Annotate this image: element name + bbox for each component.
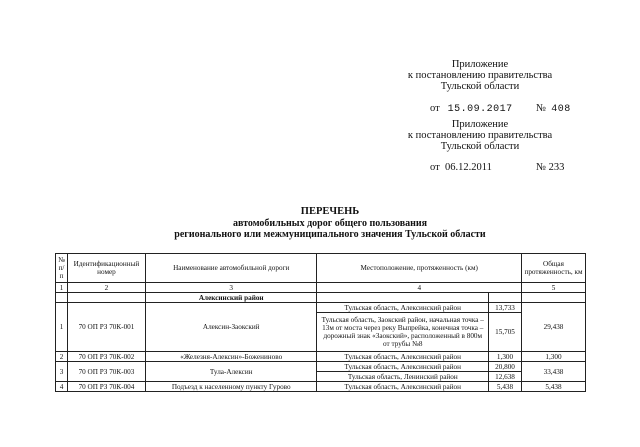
document-title xyxy=(160,206,500,241)
table-row xyxy=(56,352,586,362)
appendix-header-new xyxy=(400,59,560,92)
appendix-line: к постановлению правительства xyxy=(407,70,553,81)
row-road-name: Алексин-Заокский xyxy=(145,303,317,352)
title-line: регионального или межмуниципального значения Тульской области xyxy=(174,229,486,240)
resolution-date: 15.09.2017 xyxy=(447,104,513,115)
row-road-name: Подъезд к населенному пункту Гурово xyxy=(145,382,317,392)
row-location: Тульская область, Ленинский район xyxy=(317,372,489,382)
row-num: 4 xyxy=(56,382,68,392)
row-num: 3 xyxy=(56,362,68,382)
column-index: 2 xyxy=(67,283,145,293)
row-total: 29,438 xyxy=(522,303,586,352)
date-prefix: от xyxy=(430,162,440,173)
col-header-num: № п/п xyxy=(56,254,68,283)
col-header-location: Местоположение, протяженность (км) xyxy=(317,254,522,283)
date-prefix: от xyxy=(430,103,440,114)
row-id: 70 ОП РЗ 70К-004 xyxy=(67,382,145,392)
col-header-id: Идентификационный номер xyxy=(67,254,145,283)
row-id: 70 ОП РЗ 70К-001 xyxy=(67,303,145,352)
district-name: Алексинский район xyxy=(145,293,317,303)
col-header-name: Наименование автомобильной дороги xyxy=(145,254,317,283)
table-row xyxy=(56,362,586,372)
row-num: 1 xyxy=(56,303,68,352)
row-length: 13,733 xyxy=(489,303,522,313)
column-index: 1 xyxy=(56,283,68,293)
number-prefix: № xyxy=(536,162,547,173)
row-length: 5,438 xyxy=(489,382,522,392)
appendix-line: к постановлению правительства xyxy=(407,130,553,141)
row-id: 70 ОП РЗ 70К-002 xyxy=(67,352,145,362)
resolution-number: 233 xyxy=(548,162,565,173)
row-total: 33,438 xyxy=(522,362,586,382)
title-line: ПЕРЕЧЕНЬ xyxy=(300,206,360,217)
resolution-date: 06.12.2011 xyxy=(444,162,492,173)
row-total: 1,300 xyxy=(522,352,586,362)
row-id: 70 ОП РЗ 70К-003 xyxy=(67,362,145,382)
district-row xyxy=(56,293,586,303)
appendix-line: Приложение xyxy=(451,119,509,130)
row-length: 12,638 xyxy=(489,372,522,382)
row-location: Тульская область, Алексинский район xyxy=(317,352,489,362)
column-index: 3 xyxy=(145,283,317,293)
roads-table xyxy=(55,253,586,392)
column-index: 4 xyxy=(317,283,522,293)
row-length: 20,800 xyxy=(489,362,522,372)
row-length: 15,705 xyxy=(489,313,522,352)
table-row xyxy=(56,303,586,313)
row-num: 2 xyxy=(56,352,68,362)
row-road-name: Тула-Алексин xyxy=(145,362,317,382)
table-row xyxy=(56,382,586,392)
row-location: Тульская область, Алексинский район xyxy=(317,382,489,392)
row-road-name: «Железня-Алексин»-Божениново xyxy=(145,352,317,362)
resolution-number: 408 xyxy=(551,104,571,115)
column-index: 5 xyxy=(522,283,586,293)
table-header-row xyxy=(56,254,586,283)
row-location: Тульская область, Алексинский район xyxy=(317,303,489,313)
title-line: автомобильных дорог общего пользования xyxy=(232,217,428,229)
number-prefix: № xyxy=(536,103,547,114)
column-index-row xyxy=(56,283,586,293)
row-length: 1,300 xyxy=(489,352,522,362)
row-location: Тульская область, Заокский район, начальная точка – 13м от моста через реку Выпрейка, конечная точка – дорожный знак «Заокский», расположенный в 800м от трубы №8 xyxy=(317,313,489,352)
appendix-line: Тульской области xyxy=(440,141,520,152)
appendix-line: Тульской области xyxy=(440,81,520,92)
col-header-total: Общая протяженность, км xyxy=(522,254,586,283)
appendix-header-old xyxy=(400,119,560,152)
appendix-line: Приложение xyxy=(451,59,509,70)
row-location: Тульская область, Алексинский район xyxy=(317,362,489,372)
row-total: 5,438 xyxy=(522,382,586,392)
